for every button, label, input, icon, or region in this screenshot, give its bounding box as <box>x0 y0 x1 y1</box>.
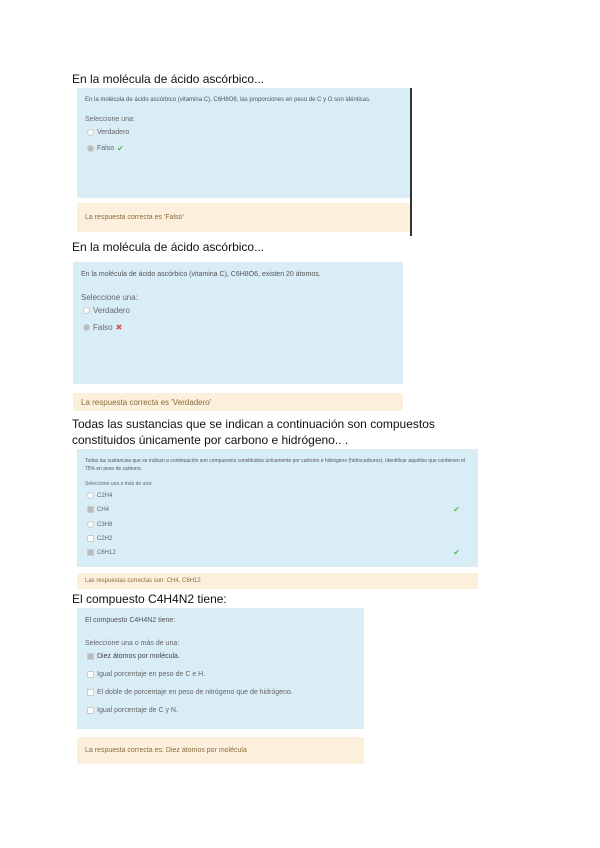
option-label: Diez átomos por molécula. <box>97 653 180 660</box>
radio[interactable] <box>87 129 94 136</box>
option-verdadero[interactable] <box>87 129 129 136</box>
option-label: C2H2 <box>97 535 113 542</box>
check-icon: ✔ <box>453 548 460 557</box>
option-label: Falso <box>93 323 113 332</box>
option-falso[interactable] <box>87 144 124 153</box>
option-label: C3H8 <box>97 521 113 528</box>
feedback-1: La respuesta correcta es 'Falso' <box>77 203 410 232</box>
option[interactable] <box>87 506 109 513</box>
question-card-2 <box>73 262 403 384</box>
option-label: Falso <box>97 145 115 152</box>
question-text: El compuesto C4H4N2 tiene: <box>85 617 176 624</box>
option-label: Verdadero <box>97 129 130 136</box>
option[interactable] <box>87 671 205 678</box>
question-card-4 <box>77 608 364 729</box>
heading-4: El compuesto C4H4N2 tiene: <box>72 592 227 606</box>
option[interactable] <box>87 521 112 528</box>
check-icon: ✔ <box>117 144 124 153</box>
checkbox[interactable] <box>87 549 94 556</box>
cross-icon: ✖ <box>115 323 123 332</box>
checkbox[interactable] <box>87 506 94 513</box>
option-label: CH4 <box>97 506 110 513</box>
question-text: En la molécula de ácido ascórbico (vitamina C), C6H8O6, las proporciones en peso de C y O son idénticas. <box>85 97 371 103</box>
radio[interactable] <box>87 492 94 499</box>
option[interactable] <box>87 707 178 714</box>
option-verdadero[interactable] <box>83 306 130 315</box>
checkbox[interactable] <box>87 707 94 714</box>
select-label: Seleccione una o más de una: <box>85 640 180 647</box>
checkbox[interactable] <box>87 653 94 660</box>
check-icon: ✔ <box>453 505 460 514</box>
option-falso[interactable] <box>83 323 122 332</box>
option[interactable] <box>87 653 180 660</box>
option[interactable] <box>87 535 112 542</box>
heading-1: En la molécula de ácido ascórbico... <box>72 72 265 86</box>
option-label: Verdadero <box>93 306 130 315</box>
question-text: En la molécula de ácido ascórbico (vitamina C), C6H8O6, existen 20 átomos. <box>81 271 321 278</box>
option-label: Igual porcentaje en peso de C e H. <box>97 671 206 678</box>
option[interactable] <box>87 492 112 499</box>
radio[interactable] <box>83 307 90 314</box>
option-label: Igual porcentaje de C y N. <box>97 707 178 714</box>
question-card-3 <box>77 449 478 567</box>
feedback-4: La respuesta correcta es: Diez átomos por molécula <box>77 737 364 764</box>
checkbox[interactable] <box>87 689 94 696</box>
select-label: Seleccione una: <box>81 293 138 302</box>
radio[interactable] <box>87 521 94 528</box>
option[interactable] <box>87 549 116 556</box>
radio[interactable] <box>83 324 90 331</box>
select-label: Seleccione una: <box>85 116 135 123</box>
divider <box>410 88 412 236</box>
heading-2: En la molécula de ácido ascórbico... <box>72 240 265 254</box>
heading-3: Todas las sustancias que se indican a continuación son compuestos constituidos únicamente por carbono e hidrógeno.. . <box>72 417 435 447</box>
checkbox[interactable] <box>87 671 94 678</box>
option-label: C2H4 <box>97 492 113 499</box>
option-label: El doble de porcentaje en peso de nitrógeno que de hidrógeno. <box>97 689 293 696</box>
question-text: Todas las sustancias que se indican a continuación son compuestos constituidos únicamente por carbono e hidrógeno (hidrocarburos). Identificar aquellos que contienen el 75% en peso de carbono. <box>85 458 465 472</box>
feedback-2: La respuesta correcta es 'Verdadero' <box>73 393 403 411</box>
option[interactable] <box>87 689 293 696</box>
checkbox[interactable] <box>87 535 94 542</box>
radio[interactable] <box>87 145 94 152</box>
option-label: C6H12 <box>97 549 116 556</box>
select-label: Seleccione una o más de una: <box>85 481 153 487</box>
question-card-1 <box>77 88 410 198</box>
feedback-3: Las respuestas correctas son: CH4, C6H12 <box>77 573 478 589</box>
